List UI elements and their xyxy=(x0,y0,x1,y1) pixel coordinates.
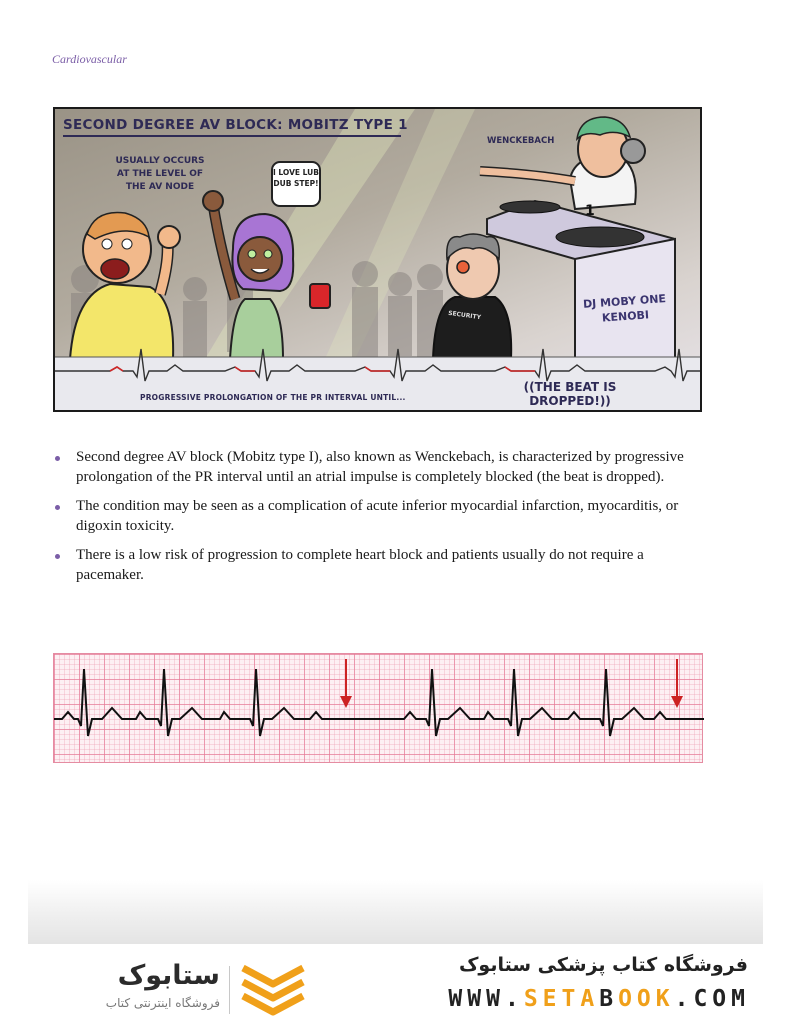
url-prefix: WWW. xyxy=(448,986,524,1012)
comic-caption-pr: PROGRESSIVE PROLONGATION OF THE PR INTERVAL UNTIL... xyxy=(140,393,406,402)
comic-note-wenckebach: WENCKEBACH xyxy=(487,136,555,146)
footer-shade xyxy=(28,880,763,944)
dj-booth xyxy=(487,201,675,359)
ecg-strip xyxy=(53,653,703,763)
comic-note-av-node: USUALLY OCCURS AT THE LEVEL OF THE AV NODE xyxy=(115,156,205,192)
section-header: Cardiovascular xyxy=(52,52,127,66)
bullet-dot-icon xyxy=(55,505,60,510)
bullet-dot-icon xyxy=(55,554,60,559)
bullet-text: Second degree AV block (Mobitz type I), also known as Wenckebach, is characterized by progressive prolongation of the PR interval until an atrial impulse is completely blocked (the beat is dropped). xyxy=(76,449,684,485)
security-shirt-text: SECURITY xyxy=(447,309,482,322)
comic-illustration xyxy=(53,107,702,412)
bullet-text: There is a low risk of progression to complete heart block and patients usually do not require a pacemaker. xyxy=(76,547,644,583)
footer-divider xyxy=(229,966,230,1014)
setabook-logo-icon xyxy=(238,962,308,1016)
dropped-beat-arrow xyxy=(671,659,683,708)
footer-logo-subtitle: فروشگاه اینترنتی کتاب xyxy=(105,996,220,1010)
security-guard xyxy=(433,234,511,359)
dropped-beat-arrow xyxy=(340,659,352,708)
ecg-trace xyxy=(54,669,704,736)
bullet-dot-icon xyxy=(55,456,60,461)
url-suffix: .COM xyxy=(674,986,750,1012)
bullet-text: The condition may be seen as a complication of acute inferior myocardial infarction, myocarditis, or digoxin toxicity. xyxy=(76,498,679,534)
speech-bubble-text: I LOVE LUB DUB STEP! xyxy=(273,168,319,188)
bullet-item xyxy=(53,497,693,536)
ecg-trace-svg xyxy=(54,654,704,764)
dj-jersey-number: 1 xyxy=(585,203,595,219)
comic-title: SECOND DEGREE AV BLOCK: MOBITZ TYPE 1 xyxy=(63,117,408,133)
url-accent-ook: OOK xyxy=(618,986,675,1012)
url-accent-b: B xyxy=(599,986,619,1012)
footer-logo-text: ستابوک xyxy=(117,960,220,991)
url-accent-seta: SETA xyxy=(523,986,600,1012)
bullet-list xyxy=(53,448,693,595)
dj-booth-sign: DJ MOBY ONE KENOBI xyxy=(582,292,667,325)
footer-store-name: فروشگاه کتاب پزشکی ستابوک xyxy=(458,954,748,976)
comic-caption-beat-dropped: ((THE BEAT IS DROPPED!)) xyxy=(523,380,617,408)
bullet-item xyxy=(53,448,693,487)
comic-title-underline xyxy=(63,135,401,137)
dj-wenckebach xyxy=(480,117,645,209)
bullet-item xyxy=(53,546,693,585)
footer-store-url[interactable] xyxy=(404,986,750,1012)
